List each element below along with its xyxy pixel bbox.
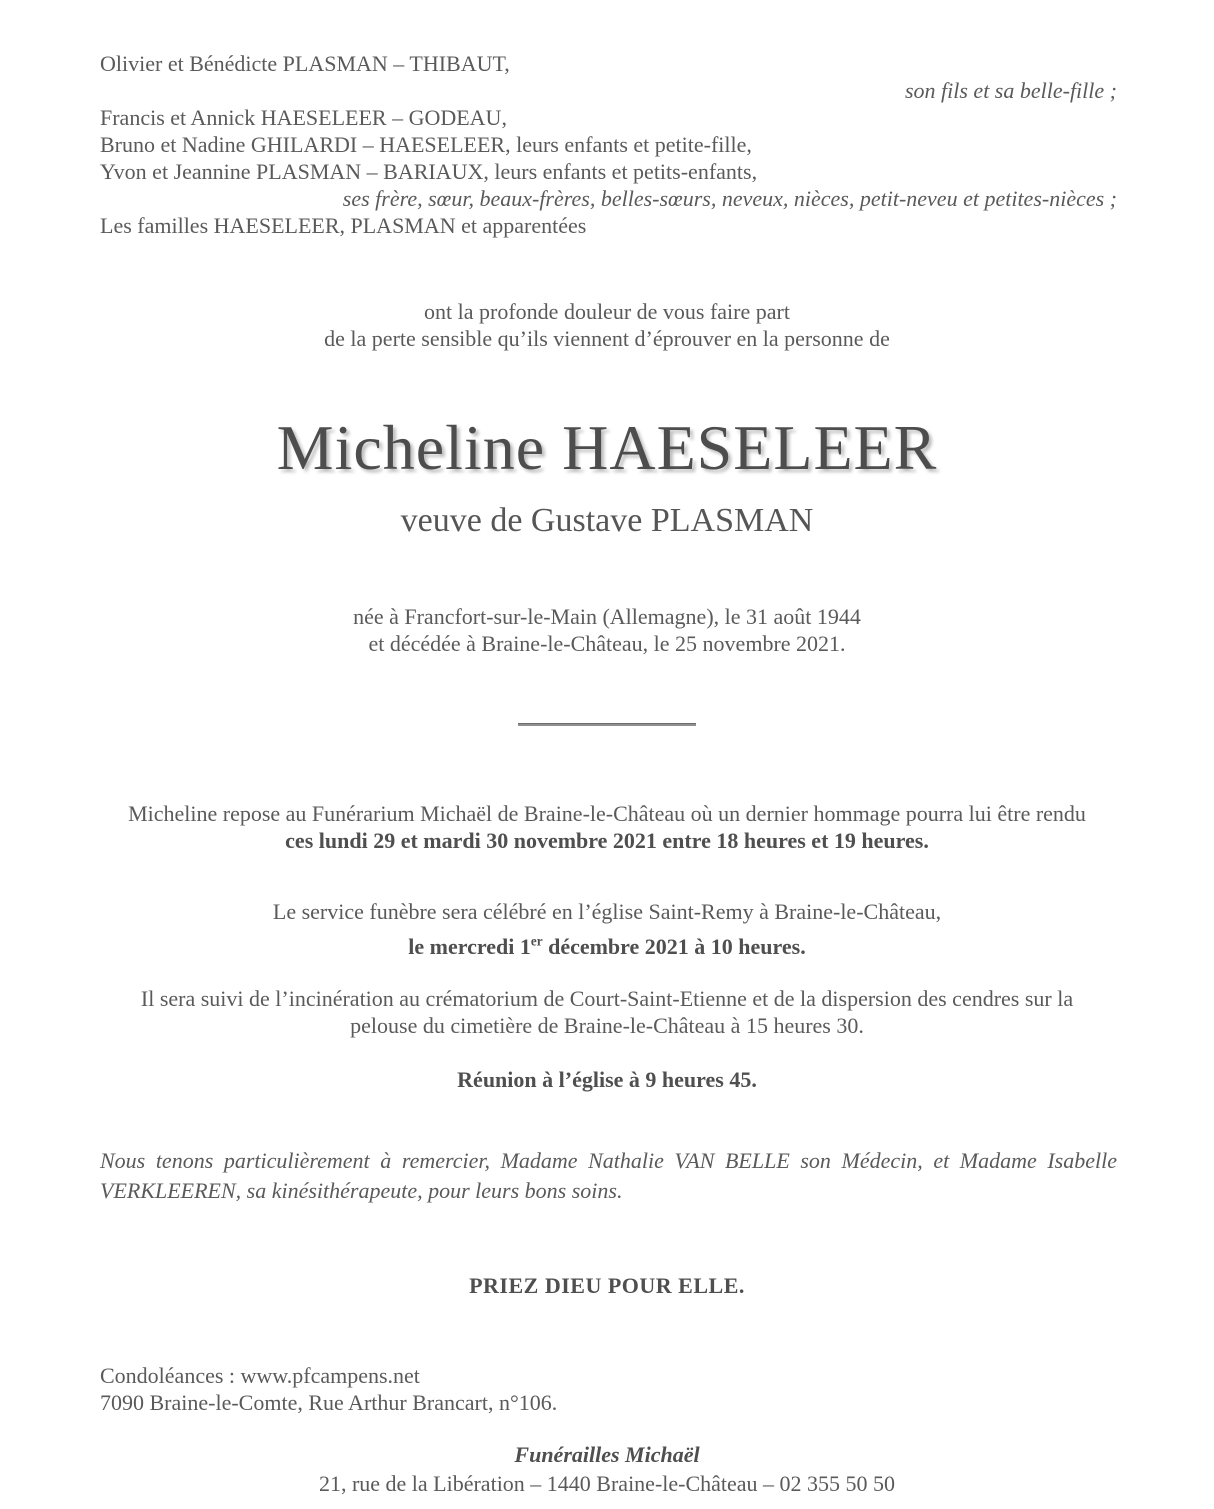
funeral-home-name: Funérailles Michaël [514,1442,700,1467]
prayer-text: PRIEZ DIEU POUR ELLE. [469,1273,745,1298]
intro-line-1: ont la profonde douleur de vous faire part [424,299,790,324]
visitation-schedule: ces lundi 29 et mardi 30 novembre 2021 entre 18 heures et 19 heures. [285,828,929,853]
deceased-name-block [0,412,1214,540]
service-line: Le service funèbre sera célébré en l’église Saint-Remy à Braine-le-Château, [272,899,942,924]
cremation-block [0,985,1214,1039]
service-datetime [0,933,1214,960]
family-line-familles: Les familles HAESELEER, PLASMAN et apparentées [100,213,587,238]
family-block [100,50,1117,239]
service-date-prefix: le mercredi 1 [408,934,531,959]
thanks-line-1: Nous tenons particulièrement à remercier, Madame Nathalie VAN BELLE son Médecin, et Madame Isabelle [100,1148,1117,1173]
thanks-line-2: VERKLEEREN, sa kinésithérapeute, pour leurs bons soins. [100,1178,623,1203]
funeral-home-footer [0,1440,1214,1498]
service-block [0,898,1214,960]
intro-line-2: de la perte sensible qu’ils viennent d’éprouver en la personne de [324,326,890,351]
cremation-line-1: Il sera suivi de l’incinération au crématorium de Court-Saint-Etienne et de la dispersion des cendres sur la [140,986,1074,1011]
condolences-website: Condoléances : www.pfcampens.net [100,1363,420,1388]
family-line-bruno: Bruno et Nadine GHILARDI – HAESELEER, leurs enfants et petite-fille, [100,132,752,157]
life-dates-block [0,603,1214,657]
service-date-suffix: décembre 2021 à 10 heures. [542,934,806,959]
condolences-address: 7090 Braine-le-Comte, Rue Arthur Brancart, n°106. [100,1390,558,1415]
death-line: et décédée à Braine-le-Château, le 25 novembre 2021. [368,631,846,656]
family-line-yvon: Yvon et Jeannine PLASMAN – BARIAUX, leurs enfants et petits-enfants, [100,159,758,184]
divider-rule [518,723,696,726]
repose-line: Micheline repose au Funérarium Michaël de Braine-le-Château où un dernier hommage pourra lui être rendu [128,801,1086,826]
ordinal-superscript: er [530,933,543,949]
reunion-block [0,1066,1214,1093]
birth-line: née à Francfort-sur-le-Main (Allemagne), le 31 août 1944 [353,604,861,629]
cremation-line-2: pelouse du cimetière de Braine-le-Château à 15 heures 30. [350,1013,864,1038]
thanks-block [100,1146,1117,1206]
announcement-intro [0,298,1214,352]
relation-label-siblings: ses frère, sœur, beaux-frères, belles-sœurs, neveux, nièces, petit-neveu et petites-nièces ; [342,186,1117,211]
condolences-block [100,1362,1117,1416]
deceased-subtitle: veuve de Gustave PLASMAN [400,502,814,539]
prayer-block [0,1272,1214,1299]
family-line-francis: Francis et Annick HAESELEER – GODEAU, [100,105,507,130]
funeral-home-address: 21, rue de la Libération – 1440 Braine-le-Château – 02 355 50 50 [318,1471,896,1496]
repose-block [0,800,1214,854]
family-line-son: Olivier et Bénédicte PLASMAN – THIBAUT, [100,51,510,76]
relation-label-son: son fils et sa belle-fille ; [904,78,1117,103]
reunion-text: Réunion à l’église à 9 heures 45. [457,1067,757,1092]
deceased-name: Micheline HAESELEER [276,412,938,483]
